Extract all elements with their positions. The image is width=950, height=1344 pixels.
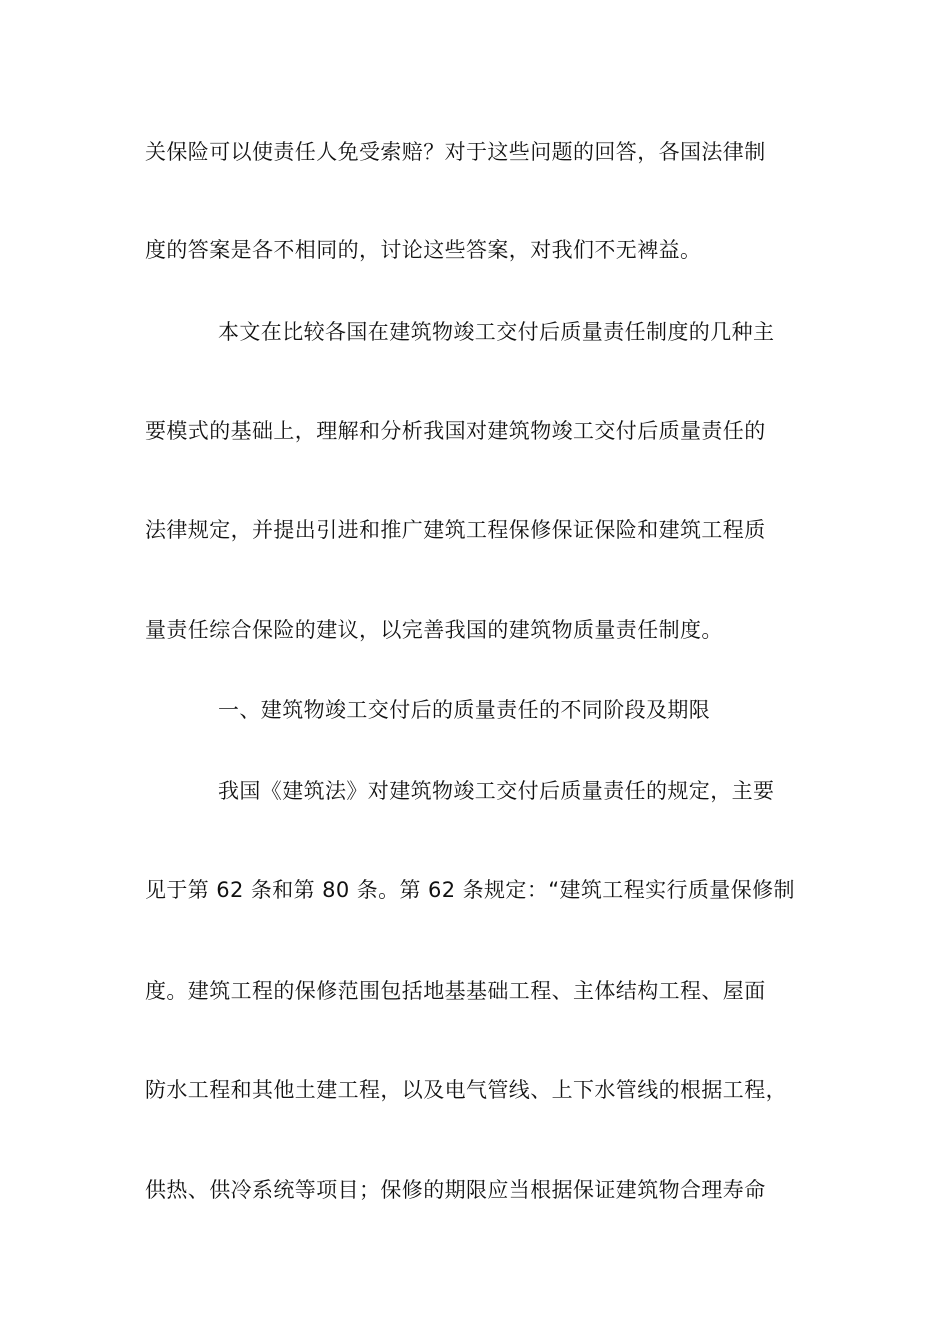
text-line: 法律规定，并提出引进和推广建筑工程保修保证保险和建筑工程质 xyxy=(145,518,766,542)
text-line: 度。建筑工程的保修范围包括地基基础工程、主体结构工程、屋面 xyxy=(145,979,766,1003)
text-line: 防水工程和其他土建工程，以及电气管线、上下水管线的根据工程， xyxy=(145,1078,787,1102)
paragraph-first-line: 本文在比较各国在建筑物竣工交付后质量责任制度的几种主 xyxy=(218,320,775,344)
text-line: 关保险可以使责任人免受索赔？对于这些问题的回答，各国法律制 xyxy=(145,140,766,164)
section-heading: 一、建筑物竣工交付后的质量责任的不同阶段及期限 xyxy=(218,698,711,722)
paragraph-first-line: 我国《建筑法》对建筑物竣工交付后质量责任的规定，主要 xyxy=(218,779,775,803)
text-line: 见于第 62 条和第 80 条。第 62 条规定：“建筑工程实行质量保修制 xyxy=(145,878,795,902)
text-line: 量责任综合保险的建议，以完善我国的建筑物质量责任制度。 xyxy=(145,618,723,642)
text-line: 要模式的基础上，理解和分析我国对建筑物竣工交付后质量责任的 xyxy=(145,419,766,443)
text-line: 供热、供冷系统等项目；保修的期限应当根据保证建筑物合理寿命 xyxy=(145,1178,766,1202)
text-line: 度的答案是各不相同的，讨论这些答案，对我们不无裨益。 xyxy=(145,238,702,262)
